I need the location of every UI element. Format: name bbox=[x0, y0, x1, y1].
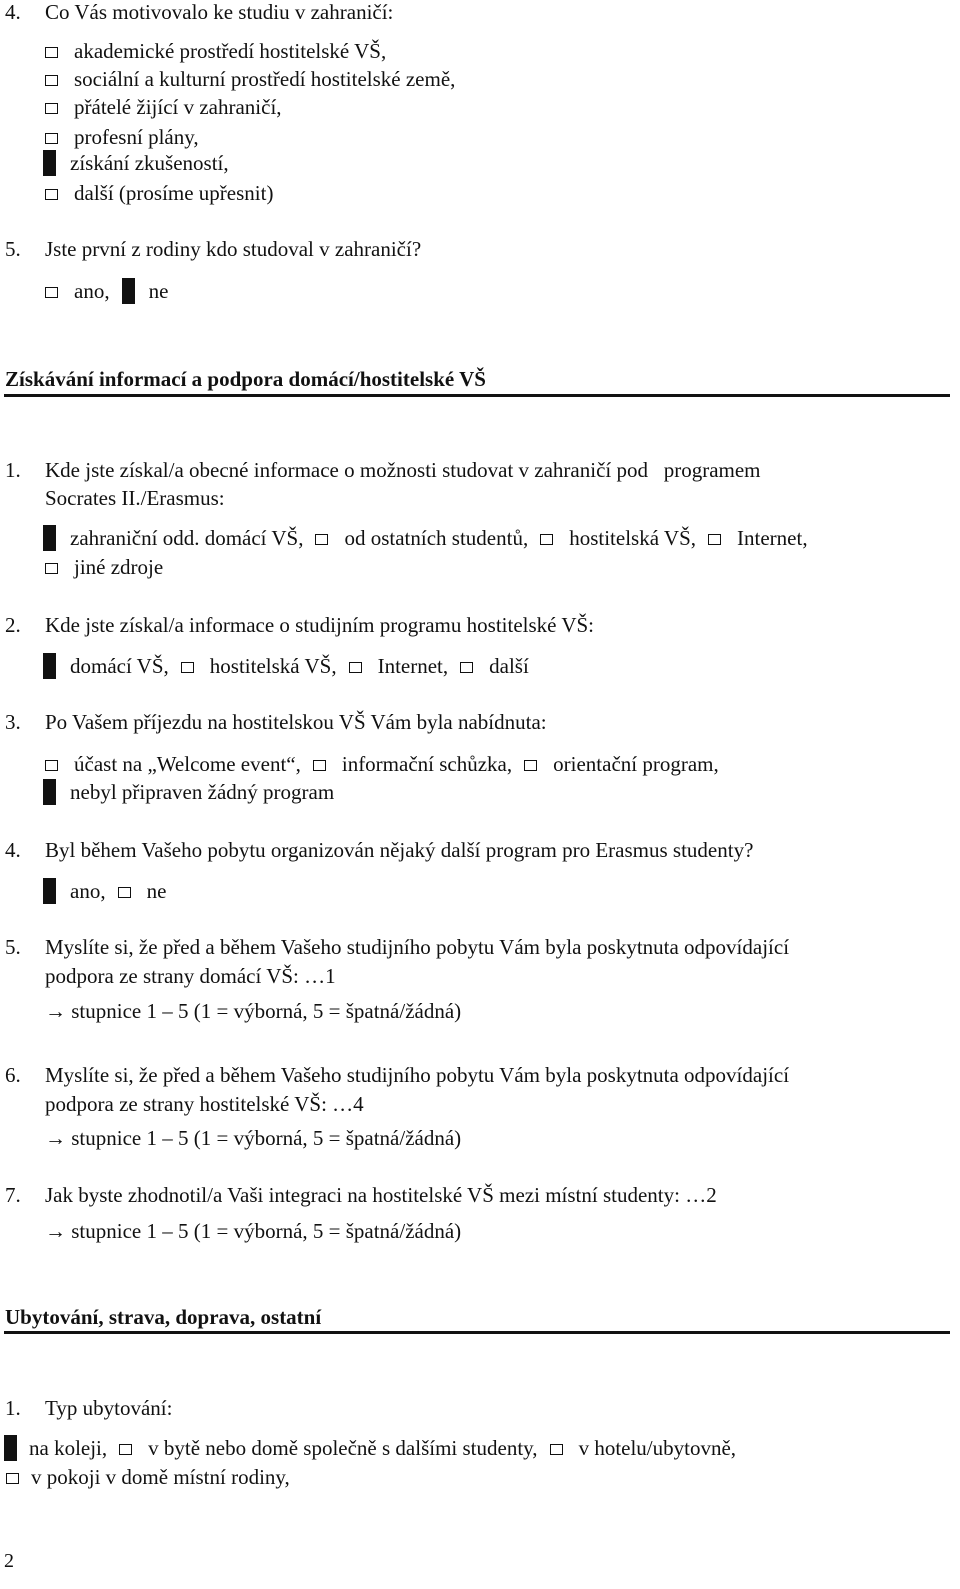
option-row[interactable] bbox=[43, 150, 229, 178]
option-ne[interactable] bbox=[122, 278, 169, 306]
option-row-inline bbox=[45, 751, 731, 777]
checkbox-empty[interactable] bbox=[45, 47, 58, 58]
checkbox-empty[interactable] bbox=[45, 760, 58, 771]
option-row[interactable] bbox=[45, 554, 163, 580]
option-label: na koleji, bbox=[29, 1436, 108, 1460]
option[interactable] bbox=[540, 525, 696, 551]
question-number: 4. bbox=[5, 0, 21, 24]
question-number: 5. bbox=[5, 237, 21, 261]
checkbox-checked[interactable] bbox=[43, 878, 56, 904]
checkbox-empty[interactable] bbox=[315, 534, 328, 545]
question-5-home-support bbox=[5, 934, 789, 960]
option-row[interactable] bbox=[45, 38, 386, 64]
question-text: Jak byste zhodnotil/a Vaši integraci na hostitelské VŠ mezi místní studenty: …2 bbox=[45, 1183, 717, 1207]
section-divider bbox=[4, 1331, 950, 1334]
checkbox-empty[interactable] bbox=[540, 534, 553, 545]
option-label: profesní plány, bbox=[74, 125, 199, 149]
checkbox-empty[interactable] bbox=[550, 1444, 563, 1455]
section-divider bbox=[4, 394, 950, 397]
checkbox-empty[interactable] bbox=[349, 662, 362, 673]
option[interactable] bbox=[119, 1435, 537, 1461]
option-label: nebyl připraven žádný program bbox=[70, 780, 335, 804]
checkbox-empty[interactable] bbox=[708, 534, 721, 545]
option-row[interactable] bbox=[45, 66, 455, 92]
question-number: 1. bbox=[5, 458, 21, 482]
option-label: v pokoji v domě místní rodiny, bbox=[31, 1465, 290, 1489]
question-5-first-in-family bbox=[5, 236, 421, 262]
option[interactable] bbox=[4, 1435, 107, 1463]
question-text: Typ ubytování: bbox=[45, 1396, 173, 1420]
question-1-housing-type bbox=[5, 1395, 172, 1421]
question-text: Myslíte si, že před a během Vašeho studijního pobytu Vám byla poskytnuta odpovídající bbox=[45, 1063, 790, 1087]
checkbox-empty[interactable] bbox=[119, 1444, 132, 1455]
section-title-info: Získávání informací a podpora domácí/hostitelské VŠ bbox=[5, 367, 486, 391]
option[interactable] bbox=[43, 653, 169, 681]
question-4-motivation bbox=[5, 0, 393, 25]
option-ne[interactable] bbox=[118, 878, 167, 904]
option-row-inline bbox=[43, 525, 820, 553]
question-1-general-info bbox=[5, 457, 761, 483]
option-label: jiné zdroje bbox=[74, 555, 164, 579]
checkbox-checked[interactable] bbox=[43, 779, 56, 805]
option-label: Internet, bbox=[377, 654, 449, 678]
option-row[interactable] bbox=[45, 94, 282, 120]
checkbox-checked[interactable] bbox=[4, 1435, 17, 1461]
option[interactable] bbox=[45, 751, 301, 777]
option-ano[interactable] bbox=[45, 278, 110, 304]
checkbox-checked[interactable] bbox=[43, 525, 56, 551]
checkbox-empty[interactable] bbox=[45, 189, 58, 200]
question-6-host-support bbox=[5, 1062, 789, 1088]
option[interactable] bbox=[708, 525, 808, 551]
checkbox-empty[interactable] bbox=[45, 133, 58, 144]
question-text: Byl během Vašeho pobytu organizován nějaký další program pro Erasmus studenty? bbox=[45, 838, 754, 862]
option-row[interactable] bbox=[6, 1464, 290, 1490]
option-label: další (prosíme upřesnit) bbox=[74, 181, 274, 205]
option-label: v hotelu/ubytovně, bbox=[578, 1436, 737, 1460]
option[interactable] bbox=[524, 751, 719, 777]
question-text-cont: podpora ze strany hostitelské VŠ: …4 bbox=[45, 1092, 364, 1116]
question-number: 3. bbox=[5, 710, 21, 734]
option-ano[interactable] bbox=[43, 878, 106, 906]
option-label: další bbox=[489, 654, 529, 678]
question-4-additional-program bbox=[5, 837, 753, 863]
question-text: Co Vás motivovalo ke studiu v zahraničí: bbox=[45, 0, 394, 24]
option[interactable] bbox=[460, 653, 529, 679]
option[interactable] bbox=[315, 525, 528, 551]
question-number: 1. bbox=[5, 1396, 21, 1420]
question-text: Myslíte si, že před a během Vašeho studijního pobytu Vám byla poskytnuta odpovídající bbox=[45, 935, 790, 959]
question-2-study-program-info bbox=[5, 612, 594, 638]
checkbox-checked[interactable] bbox=[43, 150, 56, 176]
question-text-cont: podpora ze strany domácí VŠ: …1 bbox=[45, 964, 336, 988]
option[interactable] bbox=[181, 653, 337, 679]
checkbox-empty[interactable] bbox=[6, 1473, 19, 1484]
option-row[interactable] bbox=[45, 180, 273, 206]
option-label: domácí VŠ, bbox=[70, 654, 169, 678]
question-number: 2. bbox=[5, 613, 21, 637]
option-label: ne bbox=[146, 879, 167, 903]
option-row[interactable] bbox=[45, 124, 199, 150]
option-label: orientační program, bbox=[553, 752, 719, 776]
checkbox-empty[interactable] bbox=[45, 287, 58, 298]
question-text: Jste první z rodiny kdo studoval v zahraničí? bbox=[45, 237, 422, 261]
option-label: ano, bbox=[74, 279, 110, 303]
checkbox-empty[interactable] bbox=[118, 887, 131, 898]
option-row-inline bbox=[43, 653, 541, 681]
question-text-cont: Socrates II./Erasmus: bbox=[45, 486, 225, 510]
option-label: akademické prostředí hostitelské VŠ, bbox=[74, 39, 387, 63]
option-label: Internet, bbox=[737, 526, 808, 550]
checkbox-empty[interactable] bbox=[181, 662, 194, 673]
checkbox-empty[interactable] bbox=[45, 75, 58, 86]
question-number: 7. bbox=[5, 1183, 21, 1207]
option[interactable] bbox=[313, 751, 512, 777]
option-label: zahraniční odd. domácí VŠ, bbox=[70, 526, 304, 550]
option-label: přátelé žijící v zahraničí, bbox=[74, 95, 282, 119]
option-label: účast na „Welcome event“, bbox=[74, 752, 301, 776]
question-3-arrival-program bbox=[5, 709, 547, 735]
option-label: v bytě nebo domě společně s dalšími studenty, bbox=[148, 1436, 538, 1460]
option-row-inline bbox=[45, 278, 180, 306]
rating-scale-note: → stupnice 1 – 5 (1 = výborná, 5 = špatná/žádná) bbox=[45, 1219, 462, 1243]
checkbox-empty[interactable] bbox=[45, 103, 58, 114]
option-label: sociální a kulturní prostředí hostitelské země, bbox=[74, 67, 456, 91]
option[interactable] bbox=[349, 653, 449, 679]
question-number: 4. bbox=[5, 838, 21, 862]
page-number: 2 bbox=[4, 1550, 14, 1572]
checkbox-checked[interactable] bbox=[43, 653, 56, 679]
option-label: získání zkušeností, bbox=[70, 151, 229, 175]
question-text: Po Vašem příjezdu na hostitelskou VŠ Vám byla nabídnuta: bbox=[45, 710, 547, 734]
option-label: hostitelská VŠ, bbox=[569, 526, 697, 550]
rating-scale-note: → stupnice 1 – 5 (1 = výborná, 5 = špatná/žádná) bbox=[45, 999, 462, 1023]
question-number: 6. bbox=[5, 1063, 21, 1087]
checkbox-empty[interactable] bbox=[45, 563, 58, 574]
rating-scale-note: → stupnice 1 – 5 (1 = výborná, 5 = špatná/žádná) bbox=[45, 1126, 462, 1150]
question-text: Kde jste získal/a obecné informace o možnosti studovat v zahraničí pod programem bbox=[45, 458, 761, 482]
checkbox-checked[interactable] bbox=[122, 278, 135, 304]
option-label: ano, bbox=[70, 879, 106, 903]
option-label: ne bbox=[148, 279, 169, 303]
question-number: 5. bbox=[5, 935, 21, 959]
checkbox-empty[interactable] bbox=[524, 760, 537, 771]
option-label: hostitelská VŠ, bbox=[209, 654, 337, 678]
question-text: Kde jste získal/a informace o studijním programu hostitelské VŠ: bbox=[45, 613, 595, 637]
checkbox-empty[interactable] bbox=[460, 662, 473, 673]
checkbox-empty[interactable] bbox=[313, 760, 326, 771]
option-label: od ostatních studentů, bbox=[344, 526, 529, 550]
option-row-inline bbox=[43, 878, 178, 906]
question-7-integration bbox=[5, 1182, 717, 1208]
option-label: informační schůzka, bbox=[341, 752, 513, 776]
option[interactable] bbox=[43, 525, 303, 553]
section-title-housing: Ubytování, strava, doprava, ostatní bbox=[5, 1305, 322, 1329]
option-row[interactable] bbox=[43, 779, 334, 807]
option[interactable] bbox=[550, 1435, 736, 1461]
option-row-inline bbox=[4, 1435, 748, 1463]
